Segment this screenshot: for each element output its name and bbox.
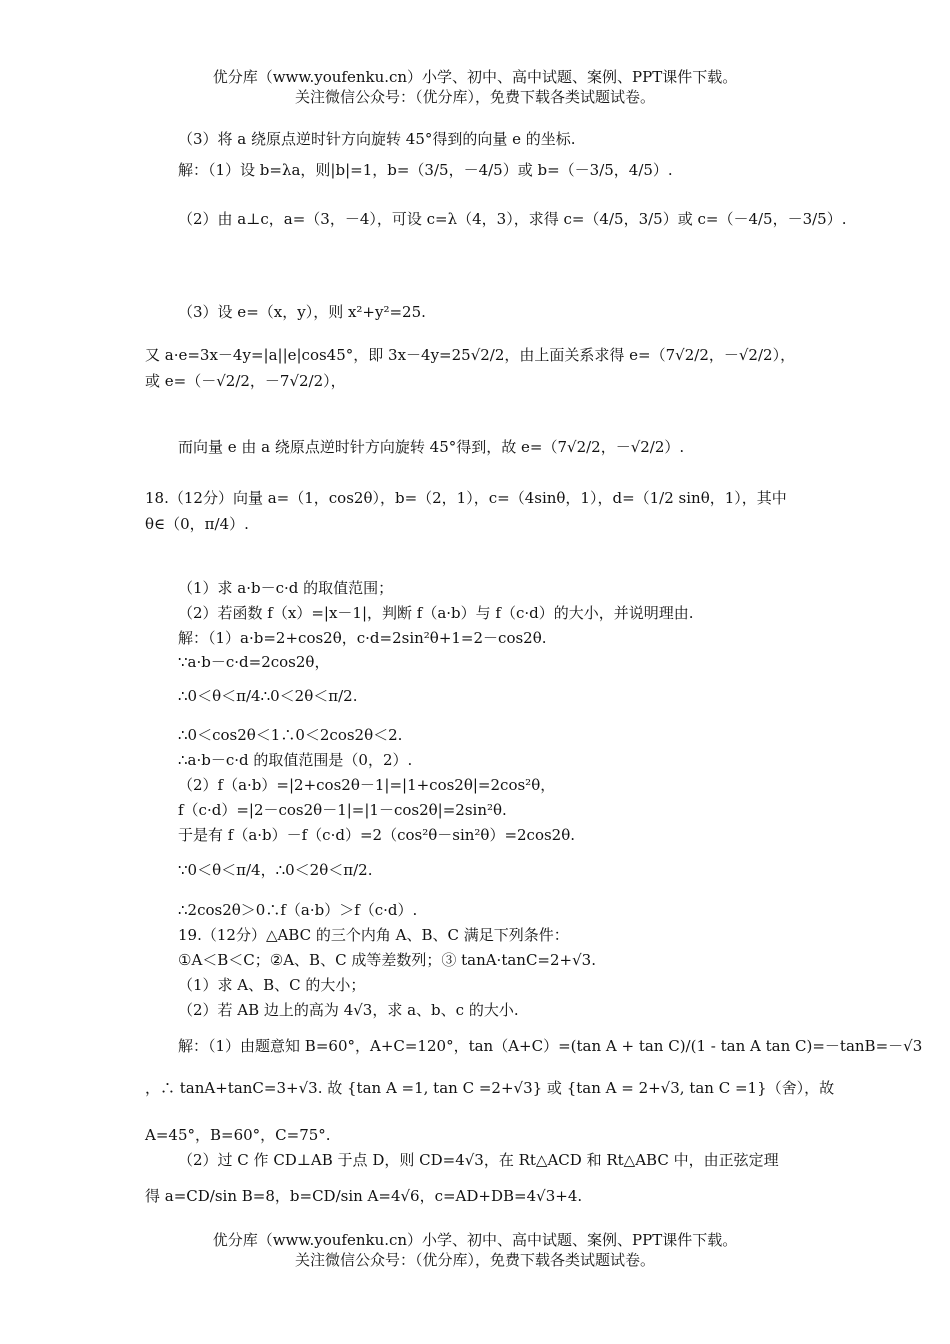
s18-line-4: ∴0＜cos2θ＜1∴0＜2cos2θ＜2. [178,726,403,744]
q18-part2: （2）若函数 f（x）=|x－1|，判断 f（a·b）与 f（c·d）的大小，并说明理由. [178,604,694,622]
s18-line-3: ∴0＜θ＜π/4∴0＜2θ＜π/2. [178,687,358,705]
s18-line-6: （2）f（a·b）=|2+cos2θ－1|=|1+cos2θ|=2cos²θ， [178,776,556,794]
q17-part3: （3）将 a 绕原点逆时针方向旋转 45°得到的向量 e 的坐标. [178,130,576,148]
s18-line-1: 解：（1）a·b=2+cos2θ，c·d=2sin²θ+1=2－cos2θ. [178,629,547,647]
header-line-1: 优分库（www.youfenku.cn）小学、初中、高中试题、案例、PPT课件下载。 [212,68,738,86]
s18-line-2: ∵a·b－c·d=2cos2θ， [178,653,330,671]
q18-stem: 18.（12分）向量 a=（1，cos2θ），b=（2，1），c=（4sinθ，1），d=（1/2 sinθ，1），其中 θ∈（0，π/4）. [145,489,787,533]
s18-line-5: ∴a·b－c·d 的取值范围是（0，2）. [178,751,413,769]
q19-part2: （2）若 AB 边上的高为 4√3，求 a、b、c 的大小. [178,1001,519,1019]
sol17-part3-b: 又 a·e=3x－4y=|a||e|cos45°，即 3x－4y=25√2/2，由上面关系求得 e=（7√2/2，－√2/2），或 e=（－√2/2，－7√2/2）， [145,346,796,390]
s19-line-5: 得 a=CD/sin B=8，b=CD/sin A=4√6，c=AD+DB=4√3+4. [145,1187,583,1205]
header-line-2: 关注微信公众号：（优分库），免费下载各类试题试卷。 [294,88,655,106]
s18-line-7: f（c·d）=|2－cos2θ－1|=|1－cos2θ|=2sin²θ. [178,801,507,819]
sol17-part3-c: 而向量 e 由 a 绕原点逆时针方向旋转 45°得到，故 e=（7√2/2，－√2/2）. [178,438,685,456]
q19-part1: （1）求 A、B、C 的大小； [178,976,366,994]
s19-line-2: ，∴ tanA+tanC=3+√3. 故 {tan A =1, tan C =2+√3} 或 {tan A = 2+√3, tan C =1}（舍），故 [145,1079,835,1097]
s19-line-3: A=45°，B=60°，C=75°. [145,1126,331,1144]
footer-line-2: 关注微信公众号：（优分库），免费下载各类试题试卷。 [294,1251,655,1269]
sol17-part1: 解：（1）设 b=λa，则|b|=1，b=（3/5，－4/5）或 b=（－3/5，4/5）. [178,161,673,179]
sol17-part3-a: （3）设 e=（x，y），则 x²+y²=25. [178,303,426,321]
footer-line-1: 优分库（www.youfenku.cn）小学、初中、高中试题、案例、PPT课件下载。 [212,1231,738,1249]
q18-part1: （1）求 a·b－c·d 的取值范围； [178,579,394,597]
q19-conditions: ①A＜B＜C；②A、B、C 成等差数列；③ tanA·tanC=2+√3. [178,951,596,969]
s18-line-8: 于是有 f（a·b）－f（c·d）=2（cos²θ－sin²θ）=2cos2θ. [178,826,576,844]
s19-line-4: （2）过 C 作 CD⊥AB 于点 D，则 CD=4√3，在 Rt△ACD 和 Rt△ABC 中，由正弦定理 [178,1151,779,1169]
s18-line-9: ∵0＜θ＜π/4，∴0＜2θ＜π/2. [178,861,373,879]
q19-stem: 19.（12分）△ABC 的三个内角 A、B、C 满足下列条件： [178,926,569,944]
s18-line-10: ∴2cos2θ＞0∴f（a·b）＞f（c·d）. [178,901,418,919]
sol17-part2: （2）由 a⊥c，a=（3，－4），可设 c=λ（4，3），求得 c=（4/5，3/5）或 c=（－4/5，－3/5）. [178,210,847,228]
s19-line-1: 解：（1）由题意知 B=60°，A+C=120°，tan（A+C）=(tan A + tan C)/(1 - tan A tan C)=－tanB=－√3 [178,1037,923,1055]
